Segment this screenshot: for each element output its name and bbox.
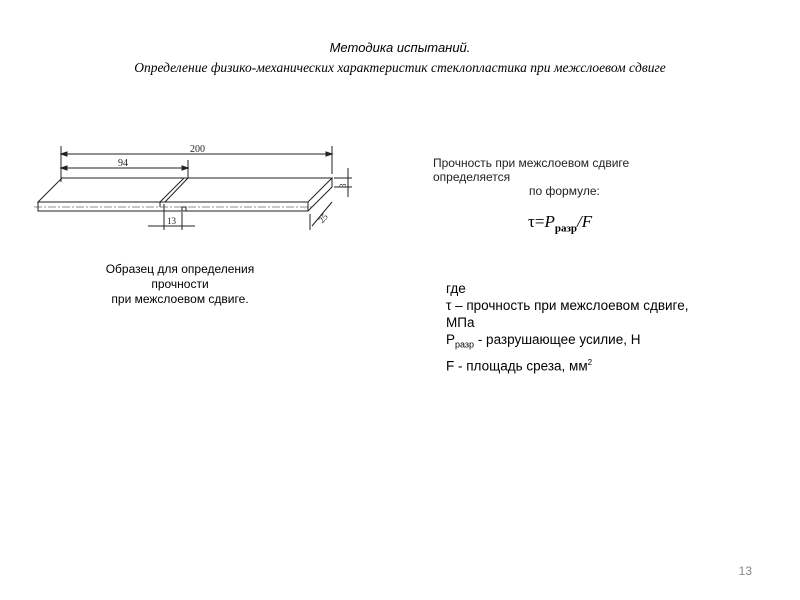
intro-line: определяется [433,170,511,184]
formula-tau: τ [528,212,535,231]
specimen-diagram [30,140,360,240]
p-text: - разрушающее усилие, Н [474,332,641,347]
f-text: F - площадь среза, мм [446,358,588,374]
intro-line: по формуле: [529,184,600,198]
caption-line: при межслоевом сдвиге. [111,292,249,306]
p-sub: разр [455,339,475,350]
formula [528,212,592,234]
dim-25: 25 [316,211,330,225]
caption-line: Образец для определения [105,262,255,276]
dim-94: 94 [118,158,128,169]
caption-line: прочности [151,277,209,291]
p-symbol: P [446,332,456,347]
diagram-caption [60,262,300,307]
formula-p: P [544,212,555,231]
where-label: где [446,281,466,296]
formula-eq: = [534,212,545,231]
dim-3: 3 [338,183,348,188]
f-sup: 2 [587,357,593,367]
p-definition [446,331,688,354]
legend-block [446,280,688,374]
tau-unit: МПа [446,315,475,330]
dim-200: 200 [190,144,205,155]
intro-line: Прочность при межслоевом сдвиге [433,156,630,170]
dim-13: 13 [167,216,176,226]
slide-title: Методика испытаний. [329,40,471,55]
formula-intro [433,156,629,198]
f-definition [446,354,688,375]
slide-subtitle: Определение физико-механических характеристик стеклопластика при межслоевом сдвиге [134,60,666,75]
page-number: 13 [738,564,752,578]
tau-definition: τ – прочность при межслоевом сдвиге, [446,298,689,313]
formula-rest: /F [576,212,593,231]
formula-p-sub: разр [554,222,577,235]
